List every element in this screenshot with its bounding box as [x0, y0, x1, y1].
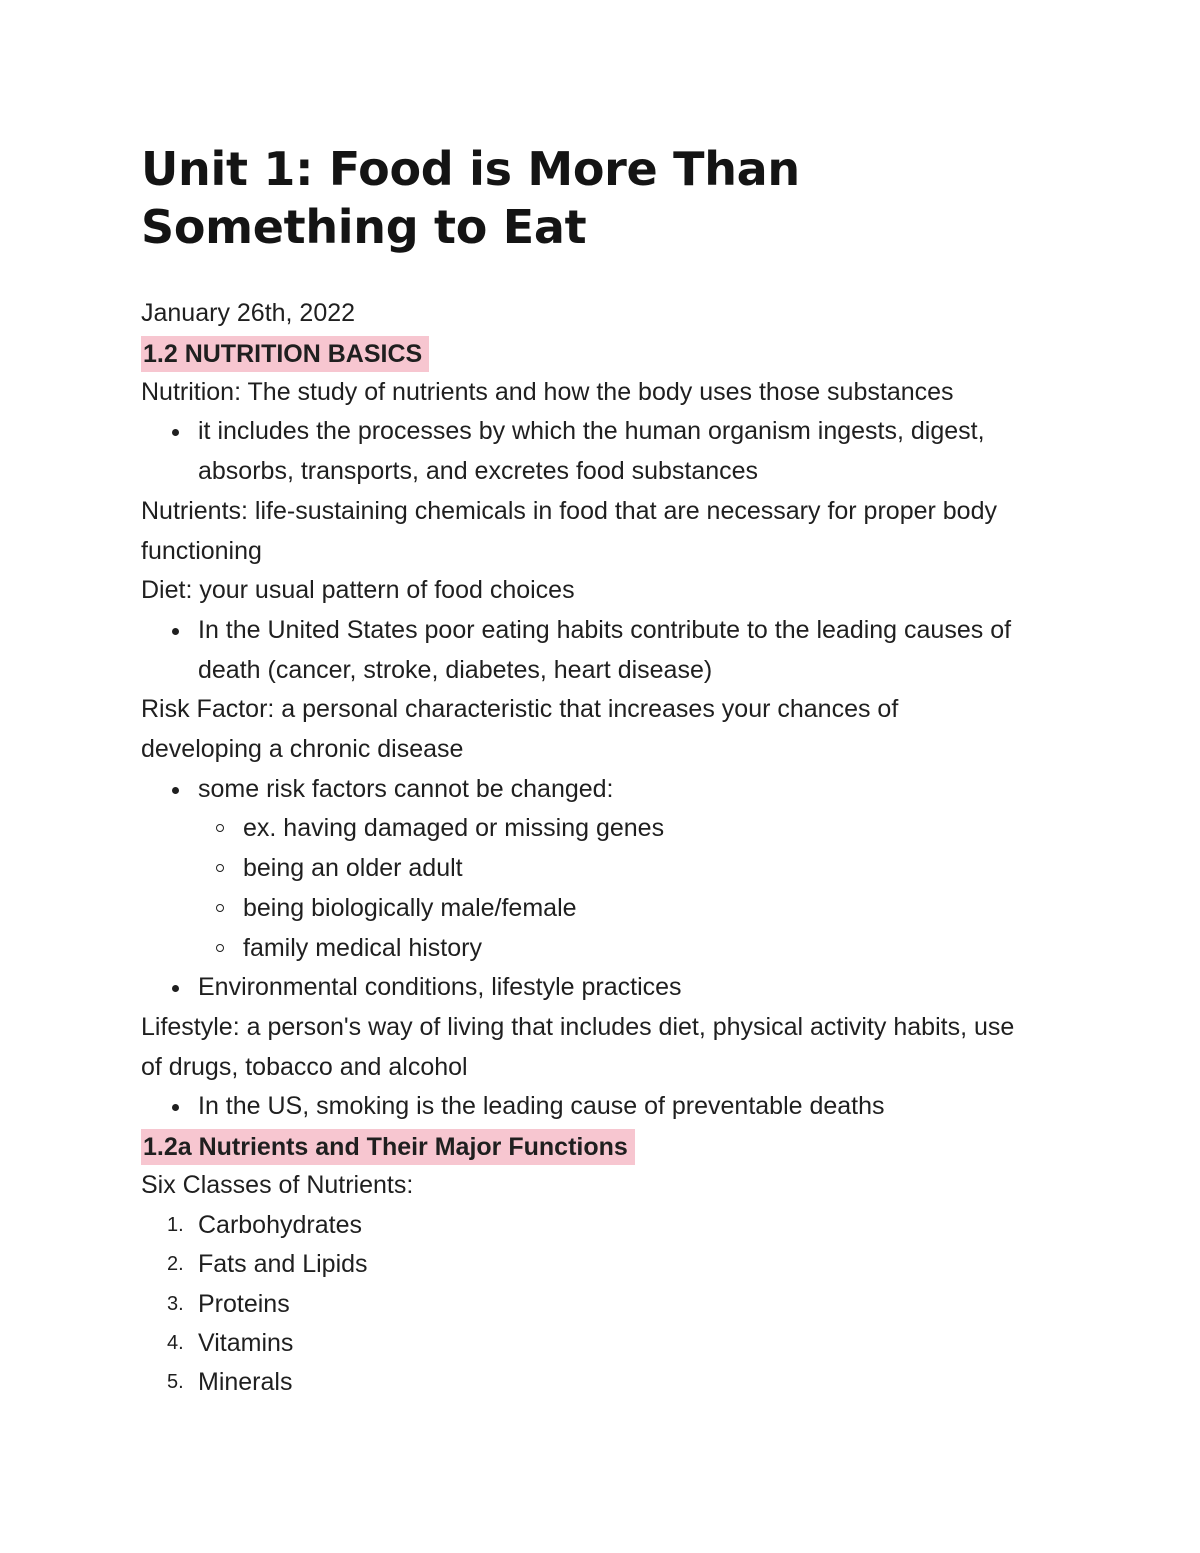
bullet-icon [172, 1104, 179, 1111]
page-title: Unit 1: Food is More Than Something to Eat [141, 142, 800, 254]
sub-list-item [141, 849, 1061, 889]
sub-list-item [141, 889, 1061, 929]
sub-list-item [141, 809, 1061, 849]
nutrition-definition: Nutrition: The study of nutrients and how the body uses those substances [141, 377, 954, 406]
bullet-icon [172, 628, 179, 635]
lifestyle-bullet-text: In the US, smoking is the leading cause of preventable deaths [198, 1092, 885, 1121]
diet-definition: Diet: your usual pattern of food choices [141, 576, 575, 605]
list-item [141, 770, 1061, 810]
list-item [141, 1087, 1061, 1127]
list-number: 3. [167, 1292, 184, 1315]
nutrition-bullet-text: it includes the processes by which the human organism ingests, digest, absorbs, transports, and excretes food substances [198, 417, 985, 486]
risk-bullet-text: some risk factors cannot be changed: [198, 774, 614, 803]
sub-item-text: family medical history [243, 933, 482, 962]
numbered-list-item [141, 1245, 1061, 1284]
nutrient-class-label: Carbohydrates [198, 1210, 362, 1239]
nutrient-class-label: Vitamins [198, 1328, 294, 1357]
numbered-list-item [141, 1206, 1061, 1245]
section-heading-nutrients-functions: 1.2a Nutrients and Their Major Functions [141, 1129, 635, 1165]
list-item [141, 968, 1061, 1008]
list-number: 4. [167, 1331, 184, 1354]
nutrient-classes-intro: Six Classes of Nutrients: [141, 1171, 414, 1200]
lifestyle-definition: Lifestyle: a person's way of living that includes diet, physical activity habits, use of drugs, tobacco and alcohol [141, 1012, 1015, 1081]
nutrient-class-label: Fats and Lipids [198, 1250, 368, 1279]
date-line: January 26th, 2022 [141, 299, 356, 327]
list-item [141, 611, 1066, 690]
numbered-list-item [141, 1285, 1061, 1324]
document-page [141, 140, 1061, 1403]
list-number: 5. [167, 1371, 184, 1394]
hollow-bullet-icon [216, 904, 224, 912]
list-number: 1. [167, 1213, 184, 1236]
nutrient-class-label: Minerals [198, 1368, 293, 1397]
numbered-list-item [141, 1363, 1061, 1402]
numbered-list-item [141, 1324, 1061, 1363]
sub-item-text: ex. having damaged or missing genes [243, 814, 665, 843]
hollow-bullet-icon [216, 824, 224, 832]
section-heading-nutrition-basics: 1.2 NUTRITION BASICS [141, 336, 429, 372]
nutrients-definition: Nutrients: life-sustaining chemicals in food that are necessary for proper body functioning [141, 496, 997, 565]
risk-bullet-text: Environmental conditions, lifestyle practices [198, 973, 682, 1002]
list-number: 2. [167, 1253, 184, 1276]
list-item [141, 412, 1058, 491]
hollow-bullet-icon [216, 944, 224, 952]
bullet-icon [172, 429, 179, 436]
sub-list-item [141, 929, 1061, 969]
risk-factor-definition: Risk Factor: a personal characteristic that increases your chances of developing a chronic disease [141, 695, 899, 764]
sub-item-text: being biologically male/female [243, 893, 577, 922]
nutrient-class-label: Proteins [198, 1289, 290, 1318]
bullet-icon [172, 985, 179, 992]
diet-bullet-text: In the United States poor eating habits contribute to the leading causes of death (cancer, stroke, diabetes, heart disease) [198, 615, 1012, 684]
hollow-bullet-icon [216, 864, 224, 872]
sub-item-text: being an older adult [243, 854, 463, 883]
bullet-icon [172, 787, 179, 794]
